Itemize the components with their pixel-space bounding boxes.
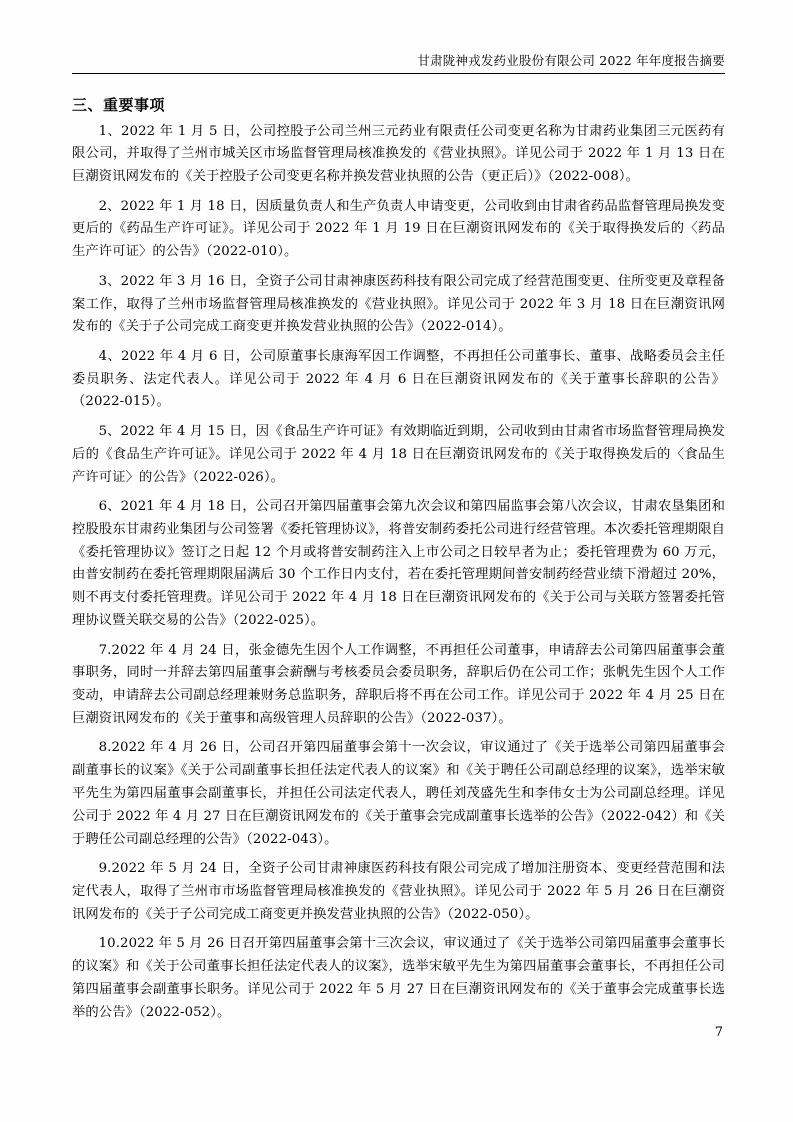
paragraph: 4、2022 年 4 月 6 日，公司原董事长康海军因工作调整，不再担任公司董事长、董事、战略委员会主任委员职务、法定代表人。详见公司于 2022 年 4 月 6 日在巨潮资讯网发布的《关于董事长辞职的公告》（2022-015）。 [72, 348, 725, 410]
paragraph: 6、2021 年 4 月 18 日，公司召开第四届董事会第九次会议和第四届监事会第八次会议，甘肃农垦集团和控股股东甘肃药业集团与公司签署《委托管理协议》，将普安制药委托公司进行经营管理。本次委托管理期限自《委托管理协议》签订之日起 12 个月或将普安制药注入上市公司之日较早者为止；委托管理费为 60 万元，由普安制药在委托管理期限届满后 30 个工作日内支付，若在委托管理期间普安制药经营业绩下滑超过 20%，则不再支付委托管理费。详见公司于 2022 年 4 月 18 日在巨潮资讯网发布的《关于公司与关联方签署委托管理协议暨关联交易的公告》（2022-025）。 [72, 498, 725, 629]
paragraph: 5、2022 年 4 月 15 日，因《食品生产许可证》有效期临近到期，公司收到由甘肃省市场监督管理局换发后的《食品生产许可证》。详见公司于 2022 年 4 月 18 日在巨潮资讯网发布的《关于取得换发后的〈食品生产许可证〉的公告》（2022-026）。 [72, 423, 725, 485]
paragraph: 10.2022 年 5 月 26 日召开第四届董事会第十三次会议，审议通过了《关于选举公司第四届董事会董事长的议案》和《关于公司董事长担任法定代表人的议案》，选举宋敏平先生为第四届董事会董事长，不再担任公司第四届董事会副董事长职务。详见公司于 2022 年 5 月 27 日在巨潮资讯网发布的《关于董事会完成董事长选举的公告》（2022-052）。 [72, 936, 725, 1020]
running-header: 甘肃陇神戎发药业股份有限公司 2022 年年度报告摘要 [72, 52, 725, 74]
paragraph: 3、2022 年 3 月 16 日，全资子公司甘肃神康医药科技有限公司完成了经营范围变更、住所变更及章程备案工作，取得了兰州市场监督管理局核准换发的《营业执照》。详见公司于 2022 年 3 月 18 日在巨潮资讯网发布的《关于子公司完成工商变更并换发营业执照的公告》（2022-014）。 [72, 273, 725, 335]
paragraph: 8.2022 年 4 月 26 日，公司召开第四届董事会第十一次会议，审议通过了《关于选举公司第四届董事会副董事长的议案》《关于公司副董事长担任法定代表人的议案》和《关于聘任公司副总经理的议案》，选举宋敏平先生为第四届董事会副董事长，并担任公司法定代表人，聘任刘茂盛先生和李伟女士为公司副总经理。详见公司于 2022 年 4 月 27 日在巨潮资讯网发布的《关于董事会完成副董事长选举的公告》（2022-042）和《关于聘任公司副总经理的公告》（2022-043）。 [72, 740, 725, 847]
section-heading: 三、重要事项 [72, 95, 166, 114]
paragraph: 1、2022 年 1 月 5 日，公司控股子公司兰州三元药业有限责任公司变更名称为甘肃药业集团三元医药有限公司，并取得了兰州市城关区市场监督管理局核准换发的《营业执照》。详见公司于 2022 年 1 月 13 日在巨潮资讯网发布的《关于控股子公司变更名称并换发营业执照的公告（更正后）》（2022-008）。 [72, 123, 725, 185]
paragraph: 9.2022 年 5 月 24 日，全资子公司甘肃神康医药科技有限公司完成了增加注册资本、变更经营范围和法定代表人，取得了兰州市市场监督管理局核准换发的《营业执照》。详见公司于 2022 年 5 月 26 日在巨潮资讯网发布的《关于子公司完成工商变更并换发营业执照的公告》（2022-050）。 [72, 861, 725, 922]
page-number: 7 [714, 1025, 723, 1040]
paragraph: 7.2022 年 4 月 24 日，张金德先生因个人工作调整，不再担任公司董事，申请辞去公司第四届董事会董事职务，同时一并辞去第四届董事会薪酬与考核委员会委员职务，辞职后仍在公司工作；张帆先生因个人工作变动，申请辞去公司副总经理兼财务总监职务，辞职后将不再在公司工作。详见公司于 2022 年 4 月 25 日在巨潮资讯网发布的《关于董事和高级管理人员辞职的公告》（2022-037）。 [72, 642, 725, 727]
page-content [72, 52, 725, 1031]
paragraph: 2、2022 年 1 月 18 日，因质量负责人和生产负责人申请变更，公司收到由甘肃省药品监督管理局换发变更后的《药品生产许可证》。详见公司于 2022 年 1 月 19 日在巨潮资讯网发布的《关于取得换发后的〈药品生产许可证〉的公告》（2022-010）。 [72, 198, 725, 260]
